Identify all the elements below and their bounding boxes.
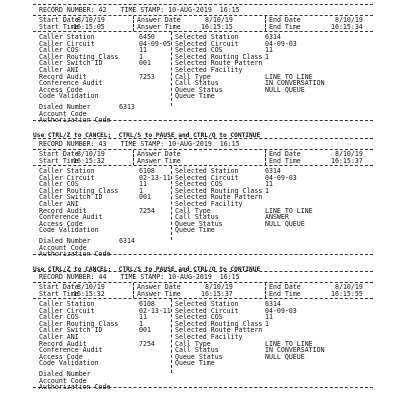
caller-field-label: Code Validation bbox=[39, 226, 99, 235]
caller-field-label: Caller Routing Class bbox=[39, 52, 119, 61]
end-time-value: 16:15:34 bbox=[331, 23, 363, 31]
time-stamp: TIME STAMP: 10-AUG-2019 16:15 bbox=[120, 272, 240, 281]
divider bbox=[133, 16, 134, 31]
caller-field-value: 1 bbox=[139, 319, 143, 328]
selected-field-label: Selected Route Pattern bbox=[175, 193, 263, 202]
answer-time-label: Answer Time bbox=[137, 157, 181, 165]
end-date-label: End Date bbox=[269, 150, 301, 158]
selected-field-value: 04-09-03 bbox=[265, 39, 297, 48]
selected-field-value: 1 bbox=[265, 319, 269, 328]
selected-field-value: 1 bbox=[265, 186, 269, 195]
caller-field-label: Caller Routing Class bbox=[39, 319, 119, 328]
end-date-value: 8/10/19 bbox=[335, 16, 363, 24]
start-time-label: Start Time bbox=[39, 290, 79, 298]
end-time-value: 16:15:37 bbox=[331, 157, 363, 165]
selected-field-value: IN CONVERSATION bbox=[265, 79, 325, 88]
selected-field-value: NULL QUEUE bbox=[265, 352, 305, 361]
call-record bbox=[33, 138, 373, 259]
dialed-number-value: 6313 bbox=[119, 103, 135, 111]
selected-field-label: Selected Facility bbox=[175, 333, 243, 341]
answer-date-label: Answer Date bbox=[137, 283, 181, 291]
start-date-value: 8/10/19 bbox=[77, 283, 105, 291]
selected-field-label: Selected Station bbox=[175, 167, 239, 175]
selected-field-label: Selected Station bbox=[175, 300, 239, 308]
call-record bbox=[33, 271, 373, 392]
authorization-code-label: Authorization Code bbox=[39, 383, 111, 392]
caller-field-value: 001 bbox=[139, 193, 151, 202]
caller-field-value: 001 bbox=[139, 59, 151, 68]
start-date-label: Start Date bbox=[39, 16, 79, 24]
selected-field-value: LINE TO LINE bbox=[265, 72, 313, 81]
caller-field-label: Caller ANI bbox=[39, 200, 79, 208]
answer-time-value: 16:15:15 bbox=[201, 23, 233, 31]
caller-field-label: Conference Audit bbox=[39, 346, 103, 355]
dialed-number-label: Dialed Number bbox=[39, 103, 91, 111]
call-record bbox=[33, 4, 373, 125]
caller-field-label: Caller Circuit bbox=[39, 39, 95, 48]
divider bbox=[171, 166, 172, 240]
caller-field-value: 6108 bbox=[139, 300, 155, 308]
record-number: RECORD NUMBER: 43 bbox=[39, 139, 107, 148]
selected-field-value: 11 bbox=[265, 180, 273, 189]
record-box bbox=[33, 4, 373, 125]
record-header bbox=[33, 5, 373, 16]
caller-field-label: Caller ANI bbox=[39, 66, 79, 74]
end-time-label: End Time bbox=[269, 23, 301, 31]
selected-field-label: Call Status bbox=[175, 346, 219, 355]
selected-field-label: Queue Status bbox=[175, 352, 223, 361]
selected-field-value: NULL QUEUE bbox=[265, 219, 305, 228]
record-box bbox=[33, 271, 373, 392]
selected-field-label: Queue Status bbox=[175, 219, 223, 228]
caller-field-label: Caller Switch ID bbox=[39, 59, 103, 68]
start-time-label: Start Time bbox=[39, 23, 79, 31]
caller-field-label: Caller Station bbox=[39, 33, 95, 41]
selected-field-label: Selected Routing Class bbox=[175, 186, 263, 195]
selected-field-label: Queue Time bbox=[175, 359, 215, 368]
time-stamp: TIME STAMP: 10-AUG-2019 16:15 bbox=[120, 139, 240, 148]
selected-field-label: Selected Routing Class bbox=[175, 319, 263, 328]
start-time-label: Start Time bbox=[39, 157, 79, 165]
end-date-value: 8/10/19 bbox=[335, 283, 363, 291]
caller-field-value: 7253 bbox=[139, 72, 155, 81]
caller-field-label: Caller COS bbox=[39, 46, 79, 55]
start-time-value: 16:15:05 bbox=[73, 23, 105, 31]
answer-date-value: 8/10/19 bbox=[205, 283, 233, 291]
caller-field-label: Caller COS bbox=[39, 313, 79, 322]
caller-field-label: Caller Circuit bbox=[39, 173, 95, 182]
start-date-label: Start Date bbox=[39, 150, 79, 158]
selected-field-label: Queue Status bbox=[175, 85, 223, 94]
caller-field-label: Caller Routing Class bbox=[39, 186, 119, 195]
record-fields bbox=[33, 166, 373, 259]
record-fields bbox=[33, 299, 373, 392]
caller-field-label: Code Validation bbox=[39, 92, 99, 101]
selected-field-label: Selected COS bbox=[175, 313, 223, 322]
selected-field-label: Selected Route Pattern bbox=[175, 59, 263, 68]
selected-field-value: 11 bbox=[265, 313, 273, 322]
record-fields bbox=[33, 32, 373, 125]
start-date-value: 8/10/19 bbox=[77, 150, 105, 158]
selected-field-label: Call Type bbox=[175, 206, 211, 215]
divider bbox=[171, 32, 172, 106]
caller-field-label: Access Code bbox=[39, 352, 83, 361]
answer-time-label: Answer Time bbox=[137, 23, 181, 31]
caller-field-value: 02-13-11 bbox=[139, 306, 171, 315]
answer-time-label: Answer Time bbox=[137, 290, 181, 298]
caller-field-value: 7254 bbox=[139, 339, 155, 348]
selected-field-label: Selected Route Pattern bbox=[175, 326, 263, 335]
selected-field-value: 1 bbox=[265, 52, 269, 61]
selected-field-value: 04-09-03 bbox=[265, 173, 297, 182]
selected-field-value: 6314 bbox=[265, 33, 281, 41]
pause-instructions: Use CTRL/Z to CANCEL; CTRL/S to PAUSE and CTRL/Q to CONTINUE bbox=[33, 266, 261, 273]
divider bbox=[265, 150, 266, 165]
selected-field-label: Selected Station bbox=[175, 33, 239, 41]
answer-date-label: Answer Date bbox=[137, 16, 181, 24]
selected-field-label: Call Type bbox=[175, 339, 211, 348]
caller-field-label: Conference Audit bbox=[39, 213, 103, 222]
caller-field-value: 1 bbox=[139, 186, 143, 195]
caller-field-value: 001 bbox=[139, 326, 151, 335]
caller-field-label: Caller Switch ID bbox=[39, 193, 103, 202]
selected-field-label: Selected Routing Class bbox=[175, 52, 263, 61]
selected-field-label: Selected Facility bbox=[175, 66, 243, 74]
record-number: RECORD NUMBER: 42 bbox=[39, 5, 107, 14]
answer-date-value: 8/10/19 bbox=[205, 16, 233, 24]
selected-field-value: 6314 bbox=[265, 167, 281, 175]
record-header bbox=[33, 272, 373, 283]
caller-field-label: Caller Station bbox=[39, 300, 95, 308]
selected-field-value: LINE TO LINE bbox=[265, 339, 313, 348]
selected-field-label: Call Type bbox=[175, 72, 211, 81]
divider bbox=[171, 299, 172, 373]
end-time-label: End Time bbox=[269, 157, 301, 165]
divider bbox=[133, 283, 134, 298]
pause-instructions: Use CTRL/Z to CANCEL; CTRL/S to PAUSE and CTRL/Q to CONTINUE bbox=[33, 132, 261, 139]
divider bbox=[265, 283, 266, 298]
selected-field-label: Selected Facility bbox=[175, 200, 243, 208]
caller-field-label: Record Audit bbox=[39, 72, 87, 81]
caller-field-label: Access Code bbox=[39, 219, 83, 228]
caller-field-value: 11 bbox=[139, 46, 147, 55]
start-time-value: 16:15:32 bbox=[73, 290, 105, 298]
caller-field-label: Caller Switch ID bbox=[39, 326, 103, 335]
divider bbox=[133, 150, 134, 165]
caller-field-label: Caller Station bbox=[39, 167, 95, 175]
record-number: RECORD NUMBER: 44 bbox=[39, 272, 107, 281]
caller-field-label: Caller Circuit bbox=[39, 306, 95, 315]
end-time-label: End Time bbox=[269, 290, 301, 298]
answer-time-value: 16:15:37 bbox=[201, 290, 233, 298]
account-code-label: Account Code bbox=[39, 243, 87, 252]
selected-field-value: 04-09-03 bbox=[265, 306, 297, 315]
end-time-value: 16:15:55 bbox=[331, 290, 363, 298]
record-times bbox=[33, 150, 373, 166]
caller-field-label: Access Code bbox=[39, 85, 83, 94]
account-code-label: Account Code bbox=[39, 109, 87, 118]
caller-field-label: Code Validation bbox=[39, 359, 99, 368]
end-date-value: 8/10/19 bbox=[335, 150, 363, 158]
selected-field-value: ANSWER bbox=[265, 213, 289, 222]
record-times bbox=[33, 283, 373, 299]
time-stamp: TIME STAMP: 10-AUG-2019 16:15 bbox=[120, 5, 240, 14]
caller-field-value: 11 bbox=[139, 180, 147, 189]
selected-field-value: NULL QUEUE bbox=[265, 85, 305, 94]
end-date-label: End Date bbox=[269, 283, 301, 291]
selected-field-label: Selected COS bbox=[175, 180, 223, 189]
selected-field-value: LINE TO LINE bbox=[265, 206, 313, 215]
selected-field-label: Call Status bbox=[175, 213, 219, 222]
record-box bbox=[33, 138, 373, 259]
selected-field-label: Queue Time bbox=[175, 92, 215, 101]
caller-field-label: Record Audit bbox=[39, 206, 87, 215]
caller-field-value: 1 bbox=[139, 52, 143, 61]
selected-field-value: 6314 bbox=[265, 300, 281, 308]
caller-field-value: 6450 bbox=[139, 33, 155, 41]
dialed-number-value: 6314 bbox=[119, 237, 135, 245]
caller-field-value: 7254 bbox=[139, 206, 155, 215]
answer-date-label: Answer Date bbox=[137, 150, 181, 158]
caller-field-label: Caller ANI bbox=[39, 333, 79, 341]
start-time-value: 16:15:32 bbox=[73, 157, 105, 165]
selected-field-value: IN CONVERSATION bbox=[265, 346, 325, 355]
selected-field-label: Selected Circuit bbox=[175, 39, 239, 48]
account-code-label: Account Code bbox=[39, 376, 87, 385]
record-times bbox=[33, 16, 373, 32]
start-date-value: 8/10/19 bbox=[77, 16, 105, 24]
caller-field-value: 11 bbox=[139, 313, 147, 322]
caller-field-label: Caller COS bbox=[39, 180, 79, 189]
caller-field-value: 04-09-05 bbox=[139, 39, 171, 48]
caller-field-value: 02-13-11 bbox=[139, 173, 171, 182]
selected-field-label: Queue Time bbox=[175, 226, 215, 235]
caller-field-label: Conference Audit bbox=[39, 79, 103, 88]
start-date-label: Start Date bbox=[39, 283, 79, 291]
selected-field-label: Selected Circuit bbox=[175, 173, 239, 182]
divider bbox=[265, 16, 266, 31]
selected-field-label: Call Status bbox=[175, 79, 219, 88]
record-header bbox=[33, 139, 373, 150]
selected-field-label: Selected Circuit bbox=[175, 306, 239, 315]
selected-field-value: 11 bbox=[265, 46, 273, 55]
caller-field-value: 6108 bbox=[139, 167, 155, 175]
selected-field-label: Selected COS bbox=[175, 46, 223, 55]
authorization-code-label: Authorization Code bbox=[39, 116, 111, 125]
dialed-number-label: Dialed Number bbox=[39, 237, 91, 245]
dialed-number-label: Dialed Number bbox=[39, 370, 91, 378]
caller-field-label: Record Audit bbox=[39, 339, 87, 348]
authorization-code-label: Authorization Code bbox=[39, 250, 111, 259]
end-date-label: End Date bbox=[269, 16, 301, 24]
